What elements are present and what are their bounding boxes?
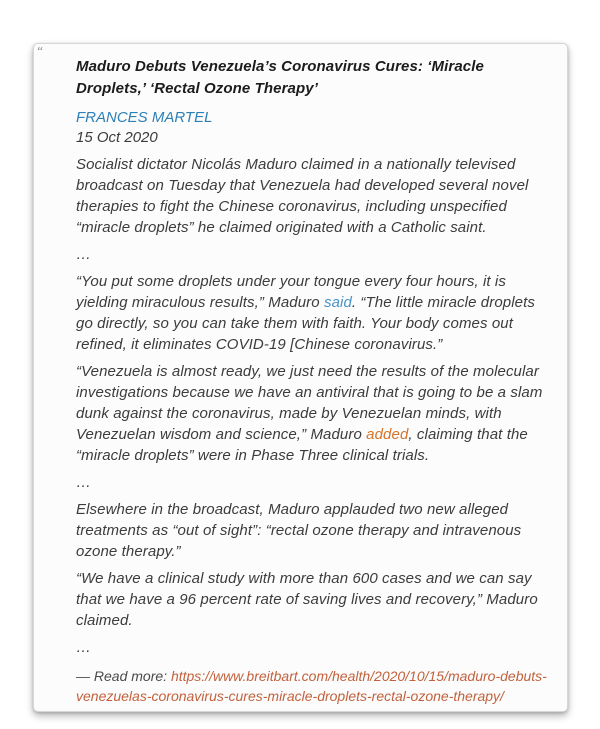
byline — [76, 108, 553, 148]
article-body — [76, 154, 553, 658]
article-paragraph: … — [76, 246, 92, 263]
open-quote-icon: “ — [36, 43, 44, 58]
read-more-line — [76, 666, 553, 706]
quote-card — [33, 43, 568, 712]
article-paragraph: … — [76, 474, 92, 491]
inline-link-added[interactable]: added — [366, 426, 409, 443]
inline-link-said[interactable]: said — [323, 294, 352, 311]
read-more-prefix: — Read more: — [76, 668, 171, 684]
author-link[interactable]: FRANCES MARTEL — [76, 109, 213, 126]
article-title: Maduro Debuts Venezuela’s Coronavirus Cures: ‘Miracle Droplets,’ ‘Rectal Ozone Therapy’ — [76, 58, 484, 97]
article-paragraph: Socialist dictator Nicolás Maduro claimed in a nationally televised broadcast on Tuesday that Venezuela had developed several novel therapies to fight the Chinese coronavirus, including unspecified “miracle droplets” he claimed originated with a Catholic saint. — [76, 156, 529, 236]
article-paragraph: “Venezuela is almost ready, we just need the results of the molecular investigations because we have an antiviral that is going to be a slam dunk against the coronavirus, made by Venezuelan minds, with Venezuelan wisdom and science,” Maduro added, claiming that the “miracle droplets” were in Phase Three clinical trials. — [76, 363, 543, 464]
article-paragraph: … — [76, 639, 92, 656]
article-paragraph: “You put some droplets under your tongue every four hours, it is yielding miraculous results,” Maduro said. “The little miracle droplets go directly, so you can take them with faith. Your body comes out refined, it eliminates COVID-19 [Chinese coronavirus.” — [76, 273, 535, 353]
article-paragraph: “We have a clinical study with more than 600 cases and we can say that we have a 96 percent rate of saving lives and recovery,” Maduro claimed. — [76, 570, 538, 629]
read-more-link[interactable]: https://www.breitbart.com/health/2020/10/15/maduro-debuts-venezuelas-coronavirus-cures-miracle-droplets-rectal-ozone-therapy/ — [76, 668, 547, 704]
article-date: 15 Oct 2020 — [76, 129, 158, 146]
article-paragraph: Elsewhere in the broadcast, Maduro applauded two new alleged treatments as “out of sight”: “rectal ozone therapy and intravenous ozone therapy.” — [76, 501, 522, 560]
